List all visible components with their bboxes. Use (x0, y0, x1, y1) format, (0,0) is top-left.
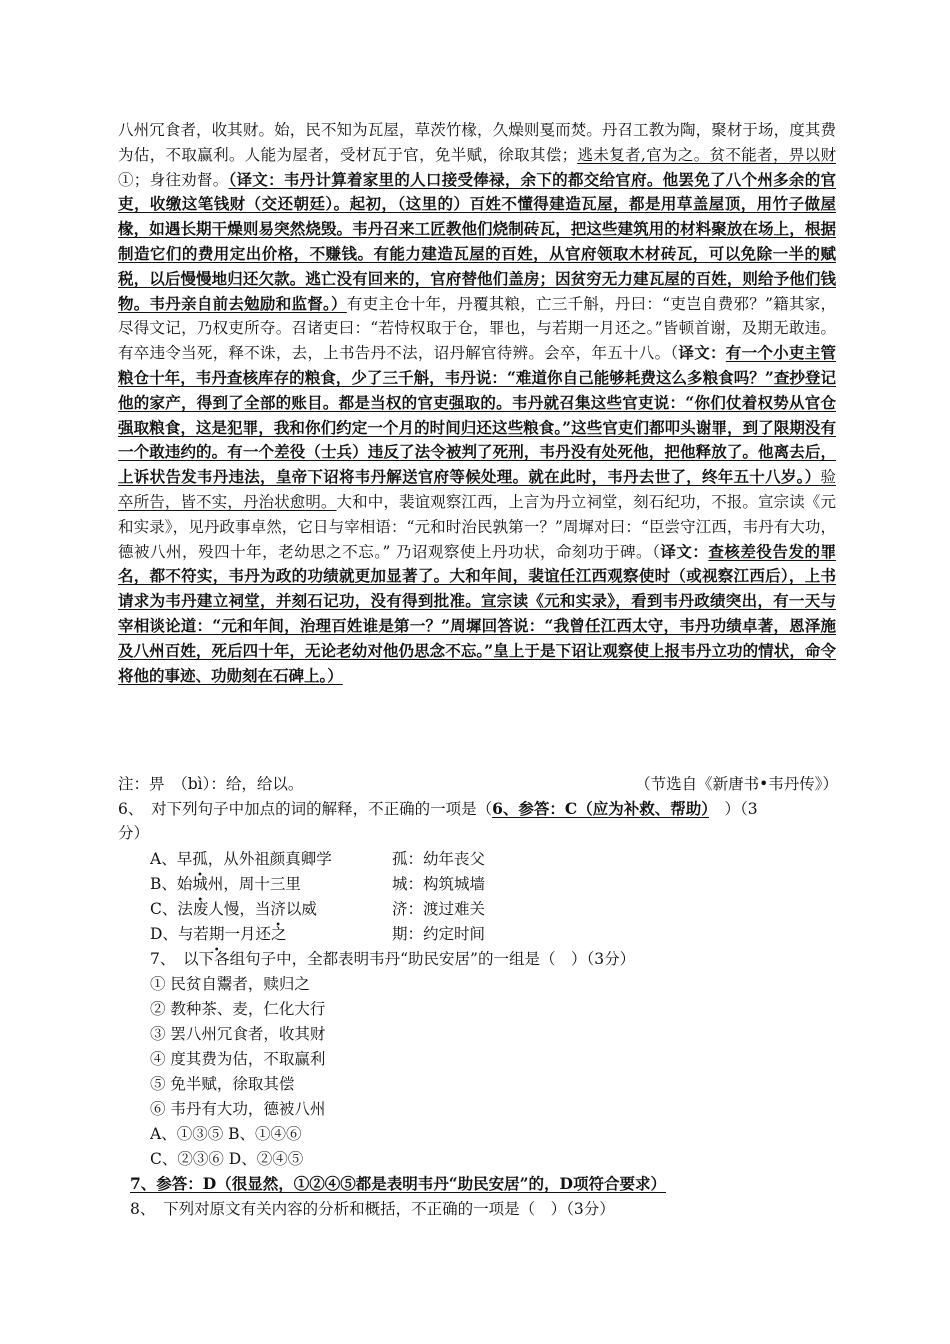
option-text: 以威 (285, 900, 317, 918)
question-7-item: ② 教种茶、麦，仁化大行 (150, 1000, 326, 1018)
question-6-stem (118, 797, 758, 821)
classical-passage (118, 118, 836, 688)
question-7-choices: C、②③⑥ D、②④⑤ (150, 1150, 304, 1168)
question-7-item: ⑥ 韦丹有大功，德被八州 (150, 1100, 326, 1118)
question-7-item: ① 民贫自鬻者，赎归之 (150, 975, 310, 993)
option-gloss: 期：约定时间 (392, 925, 486, 943)
question-8-stem: 8、 下列对原文有关内容的分析和概括，不正确的一项是（ ）（3分） (130, 1200, 615, 1218)
translation-block: 有一个小吏主管粮仓十年，韦丹查核库存的粮食，少了三千斛，韦丹说：“难道你自己能够耗费这么多粮食吗？”查抄登记他的家产，得到了全部的账目。都是当权的官吏强取的。韦丹就召集这些官吏说：“你们仗着权势从官仓强取粮食，这是犯罪，我和你们约定一个月的时间归还这些粮食。”这些官吏们都叩头谢罪，到了限期没有一个敢违约的。有一个差役（士兵）违反了法令被判了死刑，韦丹没有处死他，把他释放了。他离去后，上诉状告发韦丹违法，皇帝下诏将韦丹解送官府等候处理。就在此时，韦丹去世了，终年五十八岁。） (118, 343, 836, 487)
dotted-word: 孤 (192, 850, 208, 868)
option-text: 州，周十三里 (207, 875, 301, 893)
passage-text: 有吏主仓十年，丹覆其粮，亡三千斛，丹曰：“吏岂自费邪？”籍其家，尽得文记，乃权吏所夺。召诸吏曰：“若恃权取于仓，罪也，与若期一月还之。”皆顿首谢，及期无敢违。有卒违令当死，释不诛，去，上书告丹不法，诏丹解官待辨。会卒，年五十八。 (118, 294, 836, 363)
passage-text: 大和中，裴谊观察江西，上言为丹立祠堂，刻石纪功，不报。宣宗读《元和实录》，见丹政事卓然，它日与宰相语：“元和时治民孰第一？”周墀对曰：“臣尝守江西，韦丹有大功，德被八州，殁四十年，老幼思之不忘。” 乃诏观察使上丹功状，命刻功于碑。 (118, 492, 836, 561)
underlined-phrase: 验卒所告，皆不实，丹治状愈明。 (118, 468, 836, 511)
question-6-score: ）（3 (709, 800, 758, 818)
option-gloss: 孤：幼年丧父 (392, 850, 486, 868)
question-6-text: 6、 对下列句子中加点的词的解释，不正确的一项是（ (118, 800, 493, 818)
translation-block: 查核差役告发的罪名，都不符实，韦丹为政的功绩就更加显著了。大和年间，裴谊任江西观察使时（或视察江西后），上书请求为韦丹建立祠堂，并刻石记功，没有得到批准。宣宗读《元和实录》，看到韦丹政绩突出，有一天与宰相谈论道：“元和年间，治理百姓谁是第一？”周墀回答说：“我曾任江西太守，韦丹功绩卓著，恩泽施及八州百姓，死后四十年，无论老幼对他仍思念不忘。”皇上于是下诏让观察使上报韦丹立功的情状，命令将他的事迹、功勋刻在石碑上。） (118, 541, 836, 685)
question-7-item: ④ 度其费为估，不取赢利 (150, 1050, 326, 1068)
underlined-phrase: 逃未复者,官为之。贫不能者，畀以财 (577, 145, 836, 164)
option-text: 一月还之 (224, 925, 287, 943)
question-6-score-wrap: 分） (118, 824, 150, 842)
translation-label: 译文： (660, 541, 709, 561)
option-text: D、与若 (150, 925, 209, 943)
option-d (150, 922, 850, 946)
dotted-word: 济 (270, 900, 286, 918)
question-7-item: ③ 罢八州冗食者，收其财 (150, 1025, 326, 1043)
option-text: ，从外祖颜真卿学 (207, 850, 332, 868)
dotted-word: 城 (192, 875, 208, 893)
question-7-choices: A、①③⑤ B、①④⑥ (150, 1125, 302, 1143)
passage-text: （ (652, 542, 661, 561)
question-7-stem: 7、 以下各组句子中，全都表明韦丹“助民安居”的一组是（ ）（3分） (150, 950, 636, 968)
option-text: A、早 (150, 850, 193, 868)
option-text: B、始 (150, 875, 193, 893)
passage-text: （ (670, 344, 679, 363)
option-text: C、法废人慢，当 (150, 900, 271, 918)
passage-text: ①；身往劝督。 (118, 170, 229, 189)
translation-label: 译文： (678, 343, 726, 363)
option-gloss: 城：构筑城墙 (392, 875, 486, 893)
option-a (150, 847, 850, 871)
dotted-word: 期 (208, 925, 225, 943)
question-7-answer: 7、参答：D（很显然，①②④⑤都是表明韦丹“助民安居”的，D项符合要求） (130, 1174, 667, 1193)
source-citation: （节选自《新唐书•韦丹传》） (635, 775, 838, 793)
question-6-answer: 6、参答：C（应为补救、帮助） (492, 799, 709, 818)
passage-text: 八州冗食者，收其财。始，民不知为瓦屋，草茨竹椽，久燥则戛而焚。丹召工教为陶，聚材于场，度其费为估，不取赢利。人能为屋者，受材瓦于官，免半赋，徐取其偿； (118, 121, 836, 164)
option-b (150, 872, 850, 896)
option-gloss: 济：渡过难关 (392, 900, 486, 918)
option-c (150, 897, 850, 921)
footnote: 注：畀 （bì）：给，给以。 (118, 775, 304, 793)
translation-block: （译文：韦丹计算着家里的人口接受俸禄，余下的都交给官府。他罢免了八个州多余的官吏，收缴这笔钱财（交还朝廷）。起初，（这里的）百姓不懂得建造瓦屋，都是用草盖屋顶，用竹子做屋椽，如遇长期干燥则易突然烧毁。韦丹召来工匠教他们烧制砖瓦，把这些建筑用的材料聚放在场上，根据制造它们的费用定出价格，不赚钱。有能力建造瓦屋的百姓，从官府领取木材砖瓦，可以免除一半的赋税，以后慢慢地归还欠款。逃亡没有回来的，官府替他们盖房；因贫穷无力建瓦屋的百姓，则给予他们钱物。韦丹亲自前去勉励和监督。） (118, 169, 836, 313)
question-7-item: ⑤ 免半赋，徐取其偿 (150, 1075, 295, 1093)
